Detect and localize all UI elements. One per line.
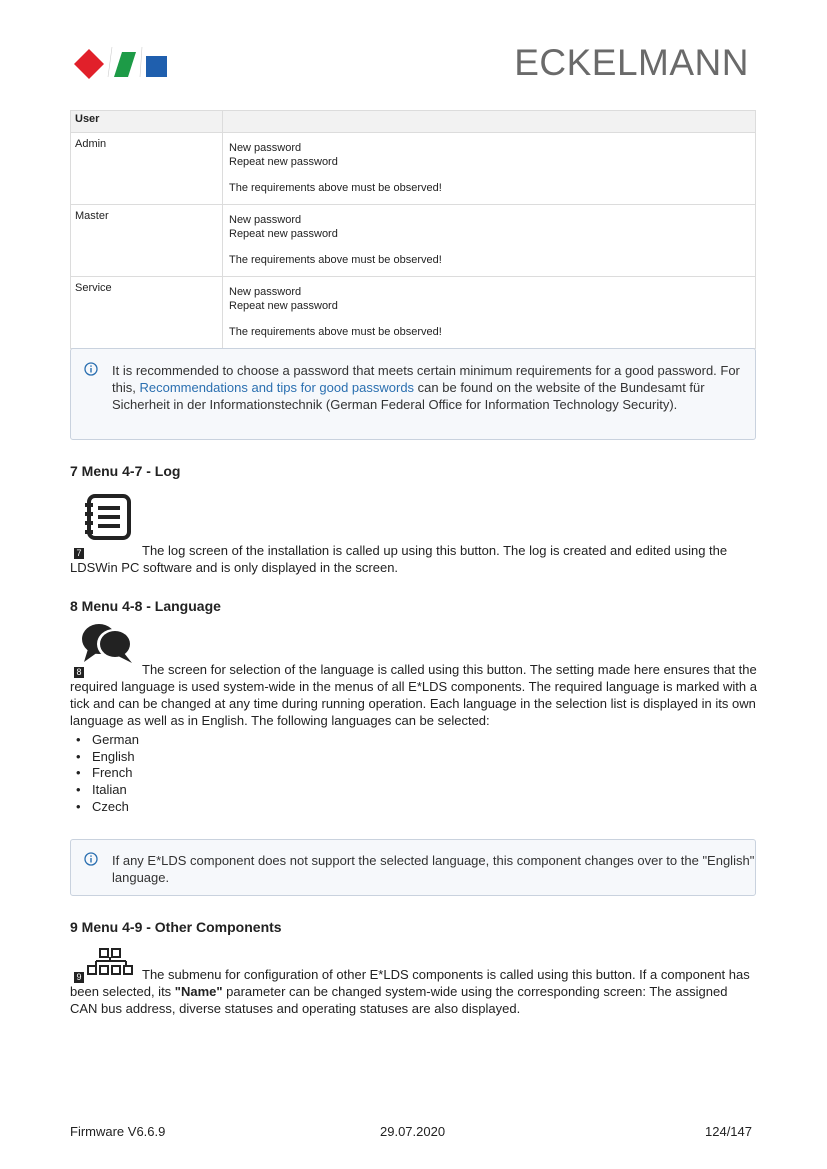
button-number-badge: 7 <box>74 548 84 559</box>
info-box-language <box>70 839 756 896</box>
user-password-table <box>70 110 756 349</box>
section-8-text: 8 The screen for selection of the language is called using this button. The setting made here ensures that the required language is used system-wide in the menus of all E*LDS components. The required language is marked with a tick and can be changed at any time during running operation. Each language in the selection list is displayed in its own language as well as in English. The following languages can be selected: <box>70 662 757 728</box>
logo-green-parallelogram <box>114 52 136 77</box>
section-9-title: 9 Menu 4-9 - Other Components <box>70 919 282 935</box>
footer-date: 29.07.2020 <box>380 1124 446 1139</box>
table-header-empty <box>223 111 756 133</box>
info-box-password <box>70 348 756 440</box>
new-password-label: New password <box>229 142 302 154</box>
repeat-password-label: Repeat new password <box>229 228 338 240</box>
button-number-badge: 9 <box>74 972 84 983</box>
list-item: • English <box>70 749 139 766</box>
button-number-badge: 8 <box>74 667 84 678</box>
password-tips-link[interactable]: Recommendations and tips for good passwords <box>139 380 415 395</box>
list-item: • French <box>70 765 139 782</box>
footer-page-number: 124/147 <box>705 1124 752 1139</box>
info-icon <box>84 362 98 376</box>
table-row <box>71 205 756 277</box>
section-7-title: 7 Menu 4-7 - Log <box>70 463 181 479</box>
table-row <box>71 277 756 349</box>
list-item: • Italian <box>70 782 139 799</box>
section-8-title: 8 Menu 4-8 - Language <box>70 598 221 614</box>
repeat-password-label: Repeat new password <box>229 156 338 168</box>
info-icon <box>84 852 98 866</box>
speech-bubbles-icon <box>80 622 134 664</box>
footer-firmware: Firmware V6.6.9 <box>70 1124 166 1139</box>
section-7-text: 7 The log screen of the installation is called up using this button. The log is created and edited using the LDSWin PC software and is only displayed in the screen. <box>70 543 728 575</box>
new-password-label: New password <box>229 214 302 226</box>
language-list <box>70 732 139 816</box>
list-item: • Czech <box>70 799 139 816</box>
list-item: • German <box>70 732 139 749</box>
requirements-note: The requirements above must be observed! <box>229 182 442 194</box>
repeat-password-label: Repeat new password <box>229 300 338 312</box>
user-name: Admin <box>71 133 223 205</box>
info-text: If any E*LDS component does not support the selected language, this component changes over to the "English" language. <box>112 853 755 885</box>
user-name: Master <box>71 205 223 277</box>
table-header-user: User <box>71 111 223 133</box>
log-icon <box>84 494 132 540</box>
brand-name: ECKELMANN <box>514 42 749 83</box>
requirements-note: The requirements above must be observed! <box>229 254 442 266</box>
requirements-note: The requirements above must be observed! <box>229 326 442 338</box>
logo-red-diamond <box>74 49 104 79</box>
table-row <box>71 133 756 205</box>
new-password-label: New password <box>229 286 302 298</box>
info-text: It is recommended to choose a password that meets certain minimum requirements for a good password. For this, Recommendations and tips for good passwords can be found on the website of the Bundesamt für Sicherheit in der Informationstechnik (German Federal Office for Information Technology Security). <box>112 363 740 412</box>
company-logo <box>72 44 168 80</box>
user-name: Service <box>71 277 223 349</box>
section-9-text: 9 The submenu for configuration of other E*LDS components is called using this button. If a component has been selected, its "Name" parameter can be changed system-wide using the corresponding screen: The assigned CAN bus address, diverse statuses and operating statuses are also displayed. <box>70 967 750 1016</box>
logo-blue-square <box>146 56 167 77</box>
